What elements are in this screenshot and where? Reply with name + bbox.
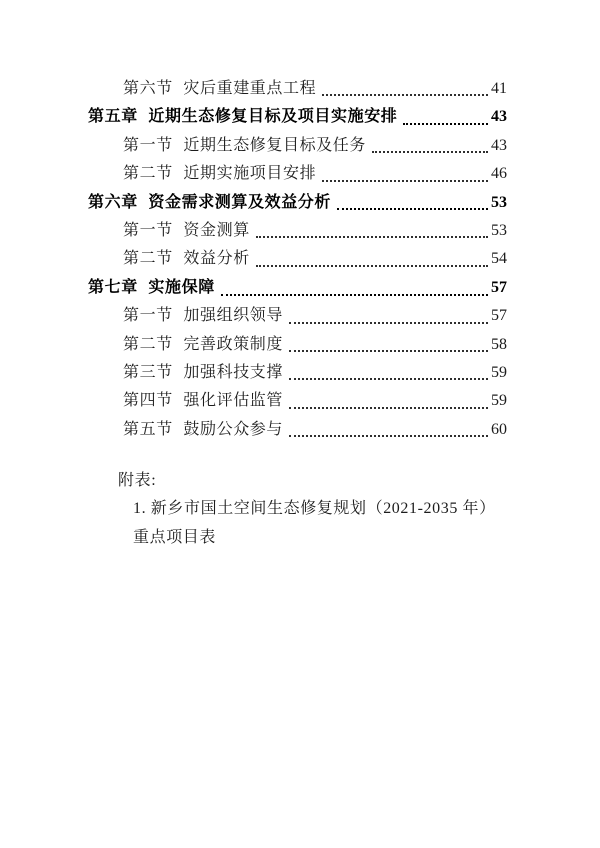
toc-entry-label: 第五节 鼓励公众参与 (123, 420, 284, 438)
dot-leader (289, 407, 488, 409)
dot-leader (322, 180, 488, 182)
toc-entry-page: 58 (491, 335, 507, 353)
toc-entry-label: 第六章 资金需求测算及效益分析 (88, 193, 332, 211)
toc-entry-page: 57 (491, 307, 507, 325)
toc-entry-label: 第一节 资金测算 (123, 221, 250, 239)
dot-leader (289, 322, 488, 324)
toc-entry-page: 53 (491, 221, 507, 239)
toc-entry-label: 第一节 加强组织领导 (123, 307, 284, 325)
toc-entry-label: 第一节 近期生态修复目标及任务 (123, 136, 367, 154)
toc-entry[interactable] (88, 160, 507, 188)
dot-leader (256, 265, 488, 267)
dot-leader (289, 435, 488, 437)
dot-leader (289, 350, 488, 352)
toc-entry[interactable] (88, 302, 507, 330)
toc-entry-label: 第三节 加强科技支撑 (123, 363, 284, 381)
toc-entry-page: 53 (491, 193, 507, 211)
toc-entry-label: 第六节 灾后重建重点工程 (123, 79, 317, 97)
toc-entry[interactable] (88, 103, 507, 131)
appendix-section (88, 467, 507, 546)
toc-entry-label: 第二节 效益分析 (123, 250, 250, 268)
toc-entry-label: 第七章 实施保障 (88, 278, 215, 296)
toc-entry-page: 41 (491, 79, 507, 97)
toc-entry-label: 第四节 强化评估监管 (123, 392, 284, 410)
toc-entry[interactable] (88, 274, 507, 302)
toc-entry[interactable] (88, 387, 507, 415)
toc-entry[interactable] (88, 132, 507, 160)
toc-entry-page: 59 (491, 363, 507, 381)
toc-entry-page: 43 (491, 136, 507, 154)
toc-entry[interactable] (88, 416, 507, 444)
toc-entry-page: 54 (491, 250, 507, 268)
appendix-item: 1. 新乡市国土空间生态修复规划（2021-2035 年）重点项目表 (133, 500, 496, 546)
toc-entry-page: 43 (491, 108, 507, 126)
dot-leader (289, 378, 488, 380)
toc-entry[interactable] (88, 331, 507, 359)
toc-entry-label: 第五章 近期生态修复目标及项目实施安排 (88, 108, 398, 126)
toc-entry-label: 第二节 完善政策制度 (123, 335, 284, 353)
toc-entry-page: 60 (491, 420, 507, 438)
toc-entry-page: 57 (491, 278, 507, 296)
appendix-heading: 附表: (118, 472, 157, 490)
dot-leader (221, 294, 488, 296)
toc-entry[interactable] (88, 359, 507, 387)
toc-entry[interactable] (88, 217, 507, 245)
dot-leader (372, 151, 488, 153)
toc-entry-page: 46 (491, 165, 507, 183)
toc-entry-page: 59 (491, 392, 507, 410)
table-of-contents (88, 75, 507, 444)
dot-leader (403, 123, 488, 125)
toc-entry[interactable] (88, 245, 507, 273)
dot-leader (337, 208, 488, 210)
toc-entry[interactable] (88, 75, 507, 103)
dot-leader (322, 94, 488, 96)
toc-entry[interactable] (88, 189, 507, 217)
toc-entry-label: 第二节 近期实施项目安排 (123, 165, 317, 183)
dot-leader (256, 236, 488, 238)
